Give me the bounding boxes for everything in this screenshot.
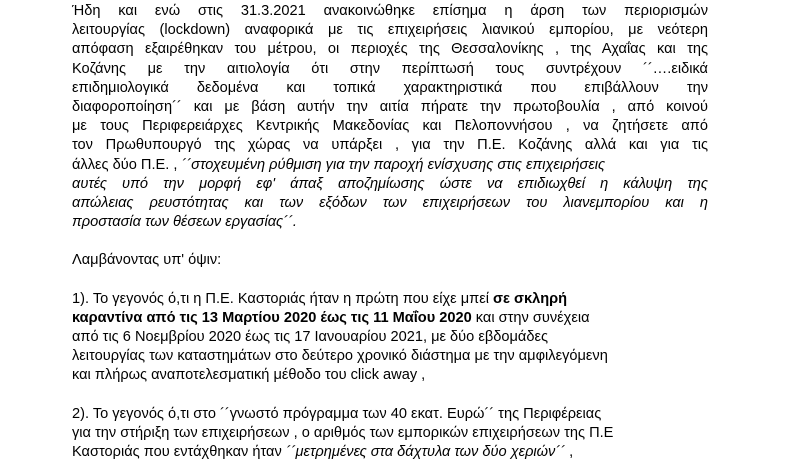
text-line: από τις 6 Νοεμβρίου 2020 έως τις 17 Ιανουαρίου 2021, με δύο εβδομάδες [72, 329, 548, 346]
text-run: Καστοριάς που εντάχθηκαν ήταν [72, 444, 286, 461]
text-line: τον Πρωθυπουργό της χώρας να υπάρξει , για την Π.Ε. Κοζάνης αλλά και για τις [72, 137, 708, 154]
intro-paragraph [72, 2, 708, 232]
item-2 [72, 405, 708, 462]
text-line [72, 309, 708, 328]
document-body [72, 2, 708, 462]
text-line: λειτουργίας των καταστημάτων στο δεύτερο χρονικό διάστημα με την αμφιλεγόμενη [72, 348, 608, 365]
text-run: 1). Το γεγονός ό,τι η Π.Ε. Καστοριάς ήταν η πρώτη που είχε μπεί [72, 290, 493, 307]
text-line: επιδημιολογικά δεδομένα και τοπικά χαρακτηριστικά που επιβάλλουν την [72, 79, 708, 96]
item-1 [72, 290, 708, 386]
bold-run: καραντίνα από τις 13 Μαρτίου 2020 έως τις 11 Μαΐου 2020 [72, 309, 472, 326]
text-run: , [565, 444, 574, 461]
text-line: 2). Το γεγονός ό,τι στο ´´γνωστό πρόγραμμα των 40 εκατ. Ευρώ´´ της Περιφέρειας [72, 405, 602, 422]
bold-run: σε σκληρή [493, 290, 568, 307]
text-line: Ήδη και ενώ στις 31.3.2021 ανακοινώθηκε επίσημα η άρση των περιορισμών [72, 3, 708, 19]
text-run: άλλες δύο Π.Ε. , [72, 156, 182, 173]
text-line: απόφαση εξαιρέθηκαν του μέτρου, οι περιοχές της Θεσσαλονίκης , της Αχαΐας και της [72, 41, 708, 58]
text-run: και στην συνέχεια [471, 309, 590, 326]
quoted-request: ´´στοχευμένη ρύθμιση για την παροχή ενίσχυσης στις επιχειρήσεις [181, 156, 606, 173]
considering-heading: Λαμβάνοντας υπ' όψιν: [72, 252, 222, 269]
text-line [72, 156, 708, 175]
quoted-request-line: απώλειας ρευστότητας και των εξόδων των επιχειρήσεων του λιανεμπορίου και η [72, 195, 708, 212]
text-line: και πλήρως αναποτελεσματική μέθοδο του click away , [72, 367, 426, 384]
text-line: διαφοροποίηση´´ και με βάση αυτήν την αιτία πήρατε την πρωτοβουλία , από κοινού [72, 99, 708, 116]
text-line: με τους Περιφερειάρχες Κεντρικής Μακεδονίας και Πελοποννήσου , να ζητήσετε από [72, 118, 708, 135]
quoted-phrase: ´´μετρημένες στα δάχτυλα των δύο χεριών´´ [285, 444, 566, 461]
text-line: Κοζάνης με την αιτιολογία ότι στην περίπτωσή τους συντρέχουν ´´….ειδικά [72, 60, 708, 77]
text-line [72, 290, 708, 309]
text-line: για την στήριξη των επιχειρήσεων , ο αριθμός των εμπορικών επιχειρήσεων της Π.Ε [72, 424, 614, 441]
quoted-request-line: αυτές υπό την μορφή εφ' άπαξ αποζημίωσης ώστε να επιδιωχθεί η κάλυψη της [72, 175, 708, 192]
text-line: λειτουργίας (lockdown) αναφορικά με τις επιχειρήσεις λιανικού εμπορίου, με νεότερη [72, 22, 708, 39]
quoted-request-line: προστασία των θέσεων εργασίας´´. [72, 214, 297, 231]
